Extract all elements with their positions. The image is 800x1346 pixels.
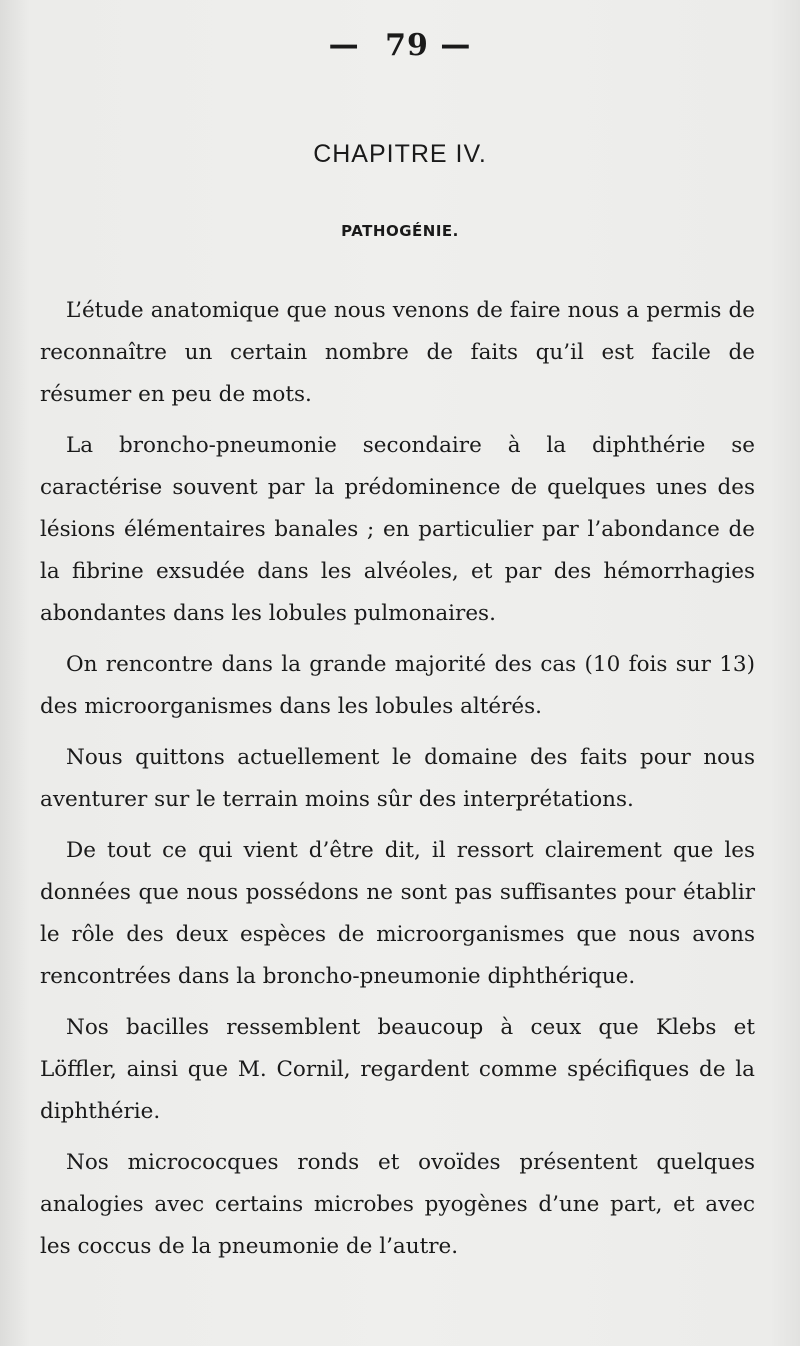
paragraph-6: Nos bacilles ressemblent beaucoup à ceux que Klebs et Löffler, ainsi que M. Cornil, regardent comme spécifiques de la diphthérie. <box>40 1015 755 1124</box>
paragraph-4: Nous quittons actuellement le domaine des faits pour nous aventurer sur le terrain moins sûr des interprétations. <box>40 745 755 812</box>
body-text <box>40 290 755 1277</box>
paragraph-1: L’étude anatomique que nous venons de faire nous a permis de reconnaître un certain nombre de faits qu’il est facile de résumer en peu de mots. <box>40 298 755 407</box>
paragraph-5: De tout ce qui vient d’être dit, il ressort clairement que les données que nous possédons ne sont pas suffisantes pour établir le rôle des deux espèces de microorganismes que nous avons rencontrées dans la broncho-pneumonie diphthérique. <box>40 838 755 989</box>
paragraph-3: On rencontre dans la grande majorité des cas (10 fois sur 13) des microorganismes dans les lobules altérés. <box>40 652 755 719</box>
header-dash-left: — <box>328 28 360 63</box>
page-number: 79 <box>385 28 429 63</box>
chapter-subtitle: PATHOGÉNIE. <box>341 222 459 240</box>
paragraph-7: Nos micrococques ronds et ovoïdes présentent quelques analogies avec certains microbes pyogènes d’une part, et avec les coccus de la pneumonie de l’autre. <box>40 1150 755 1259</box>
chapter-title: CHAPITRE IV. <box>313 140 487 168</box>
paragraph-2: La broncho-pneumonie secondaire à la diphthérie se caractérise souvent par la prédominence de quelques unes des lésions élémentaires banales ; en particulier par l’abondance de la fibrine exsudée dans les alvéoles, et par des hémorrhagies abondantes dans les lobules pulmonaires. <box>40 433 755 626</box>
page-header <box>0 28 800 63</box>
header-dash-right: — <box>440 28 472 63</box>
